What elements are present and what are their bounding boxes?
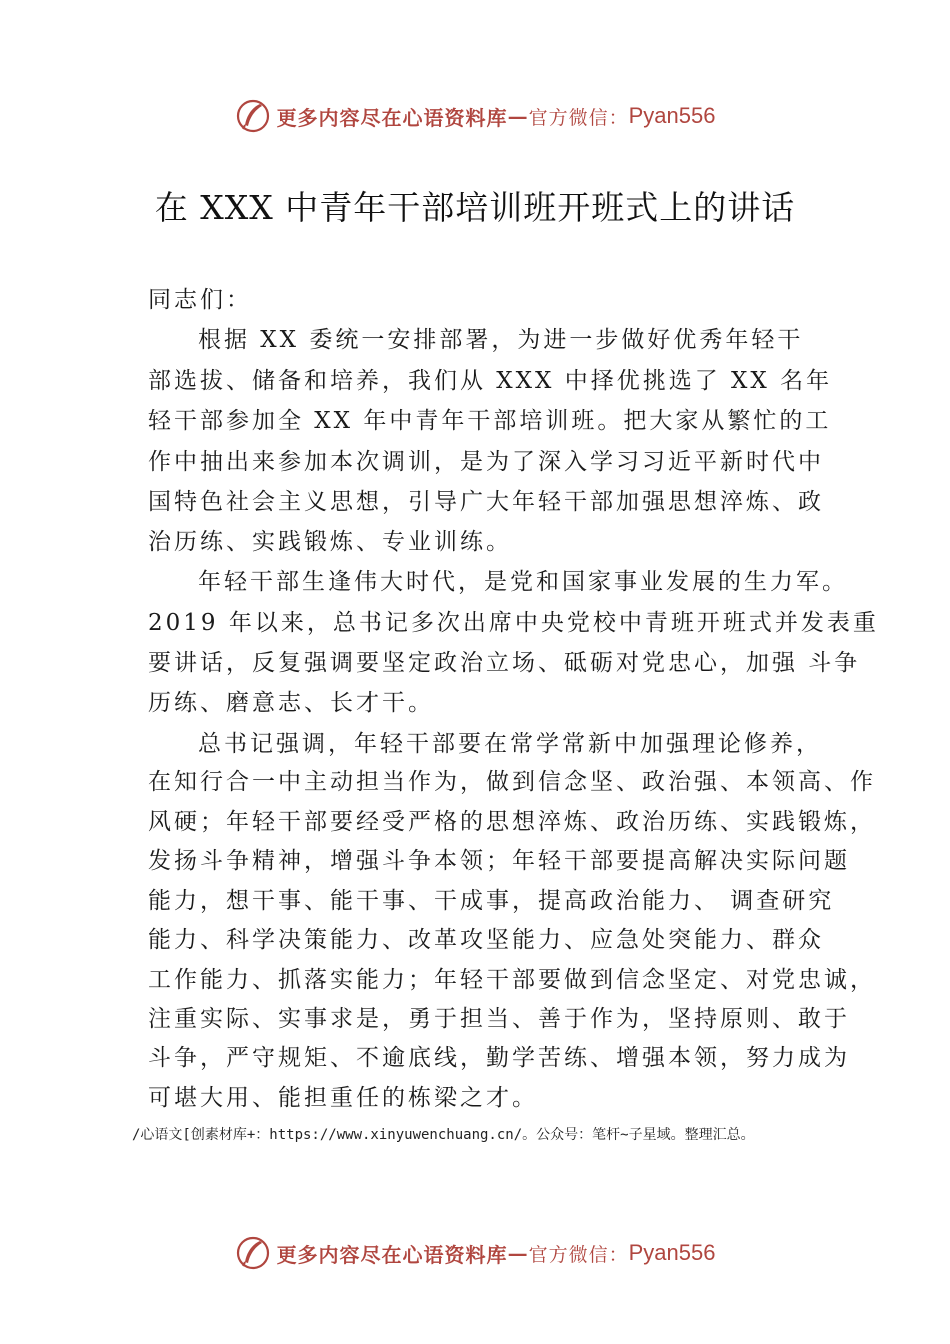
paragraph-line: 历练、磨意志、长才干。 (148, 690, 434, 716)
footer-banner (0, 1233, 950, 1273)
banner-dash: — (507, 104, 529, 128)
paragraph-line: 国特色社会主义思想，引导广大年轻干部加强思想淬炼、政 (148, 489, 824, 515)
wechat-label: 官方微信： (528, 106, 629, 129)
paragraph-line: 注重实际、实事求是，勇于担当、善于作为，坚持原则、敢于 (148, 1006, 850, 1032)
paragraph-line: 年轻干部生逢伟大时代，是党和国家事业发展的生力军。 (198, 569, 848, 595)
quill-pen-icon (235, 98, 271, 134)
paragraph-line: 2019 年以来，总书记多次出席中央党校中青班开班式并发表重 (148, 610, 879, 636)
salutation: 同志们： (148, 287, 252, 313)
paragraph-line: 斗争，严守规矩、不逾底线，勤学苦练、增强本领，努力成为 (148, 1045, 850, 1071)
promo-text: 更多内容尽在心语资料库 (276, 1242, 508, 1267)
paragraph-line: 治历练、实践锻炼、专业训练。 (148, 529, 512, 555)
paragraph-line: 根据 XX 委统一安排部署，为进一步做好优秀年轻干 (198, 327, 804, 353)
promo-text: 更多内容尽在心语资料库 (276, 105, 508, 130)
page-title: 在 XXX 中青年干部培训班开班式上的讲话 (154, 188, 796, 227)
paragraph-line: 部选拔、储备和培养，我们从 XXX 中择优挑选了 XX 名年 (148, 368, 833, 394)
paragraph-line: 要讲话，反复强调要坚定政治立场、砥砺对党忠心，加强 斗争 (148, 650, 861, 676)
paragraph-line: 能力、科学决策能力、改革攻坚能力、应急处突能力、群众 (148, 927, 824, 953)
paragraph-line: 作中抽出来参加本次调训，是为了深入学习习近平新时代中 (148, 449, 824, 475)
wechat-id: Pyan556 (628, 1240, 716, 1265)
header-banner (0, 96, 950, 136)
paragraph-line: 轻干部参加全 XX 年中青年干部培训班。把大家从繁忙的工 (148, 408, 832, 434)
paragraph-line: 发扬斗争精神，增强斗争本领；年轻干部要提高解决实际问题 (148, 848, 850, 874)
paragraph-line: 工作能力、抓落实能力；年轻干部要做到信念坚定、对党忠诚， (148, 967, 876, 993)
wechat-label: 官方微信： (528, 1243, 629, 1266)
banner-dash: — (507, 1241, 529, 1265)
quill-pen-icon (235, 1235, 271, 1271)
wechat-id: Pyan556 (628, 103, 716, 128)
paragraph-line: 能力，想干事、能干事、干成事，提高政治能力、 调查研究 (148, 888, 835, 914)
paragraph-line: 可堪大用、能担重任的栋梁之才。 (148, 1085, 538, 1111)
paragraph-line: 在知行合一中主动担当作为，做到信念坚、政治强、本领高、作 (148, 769, 876, 795)
paragraph-line: 总书记强调，年轻干部要在常学常新中加强理论修养， (198, 731, 822, 757)
source-note: /心语文[创素材库+：https://www.xinyuwenchuang.cn/。公众号：笔杆~子星域。整理汇总。 (132, 1127, 755, 1143)
paragraph-line: 风硬；年轻干部要经受严格的思想淬炼、政治历练、实践锻炼， (148, 809, 876, 835)
